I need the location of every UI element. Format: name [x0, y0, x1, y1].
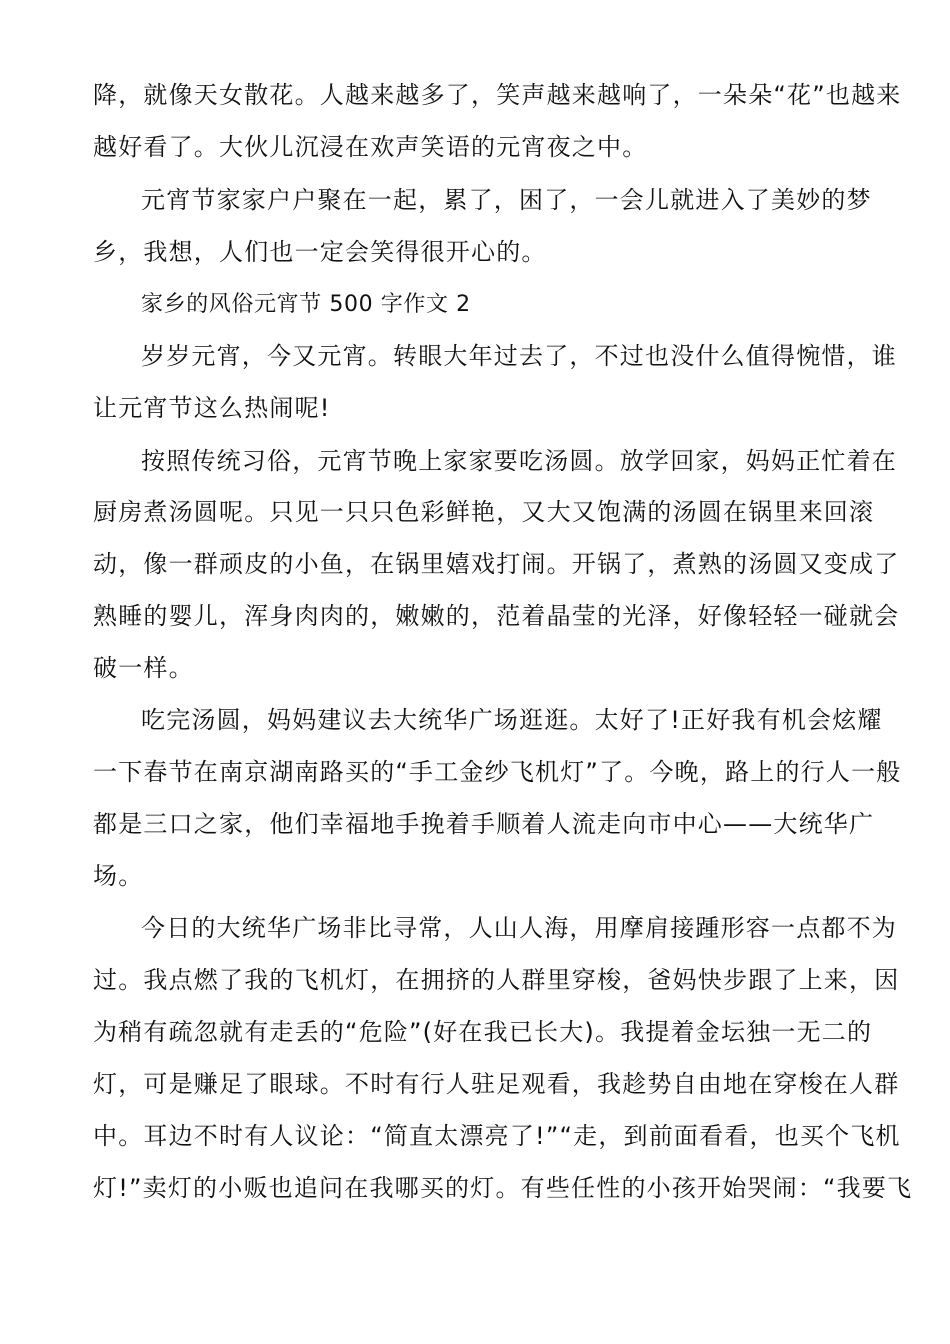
text-line: 动，像一群顽皮的小鱼，在锅里嬉戏打闹。开锅了，煮熟的汤圆又变成了	[93, 550, 900, 578]
text-line: 破一样。	[93, 654, 194, 682]
text-line: 一下春节在南京湖南路买的“手工金纱飞机灯”了。今晚，路上的行人一般	[93, 758, 902, 786]
text-line: 岁岁元宵，今又元宵。转眼大年过去了，不过也没什么值得惋惜，谁	[141, 342, 897, 370]
text-line: 熟睡的婴儿，浑身肉肉的，嫩嫩的，范着晶莹的光泽，好像轻轻一碰就会	[93, 602, 900, 630]
text-line: 元宵节家家户户聚在一起，累了，困了，一会儿就进入了美妙的梦	[141, 186, 872, 214]
text-line: 今日的大统华广场非比寻常，人山人海，用摩肩接踵形容一点都不为	[141, 914, 897, 942]
text-line: 灯，可是赚足了眼球。不时有行人驻足观看，我趁势自由地在穿梭在人群	[93, 1070, 900, 1098]
section-heading: 家乡的风俗元宵节 500 字作文 2	[141, 292, 471, 317]
text-line: 按照传统习俗，元宵节晚上家家要吃汤圆。放学回家，妈妈正忙着在	[141, 447, 897, 475]
text-line: 降，就像天女散花。人越来越多了，笑声越来越响了，一朵朵“花”也越来	[93, 81, 902, 109]
text-line: 过。我点燃了我的飞机灯，在拥挤的人群里穿梭，爸妈快步跟了上来，因	[93, 966, 900, 994]
text-line: 中。耳边不时有人议论：“简直太漂亮了!”“走，到前面看看，也买个飞机	[93, 1122, 901, 1150]
text-line: 为稍有疏忽就有走丢的“危险”(好在我已长大)。我提着金坛独一无二的	[93, 1018, 873, 1046]
text-line: 乡，我想，人们也一定会笑得很开心的。	[93, 238, 547, 266]
text-line: 让元宵节这么热闹呢!	[93, 394, 331, 422]
text-line: 场。	[93, 862, 144, 890]
text-line: 越好看了。大伙儿沉浸在欢声笑语的元宵夜之中。	[93, 133, 648, 161]
text-line: 吃完汤圆，妈妈建议去大统华广场逛逛。太好了!正好我有机会炫耀	[141, 706, 883, 734]
text-line: 灯!”卖灯的小贩也追问在我哪买的灯。有些任性的小孩开始哭闹：“我要飞	[93, 1174, 913, 1202]
text-line: 厨房煮汤圆呢。只见一只只色彩鲜艳，又大又饱满的汤圆在锅里来回滚	[93, 498, 875, 526]
text-line: 都是三口之家，他们幸福地手挽着手顺着人流走向市中心——大统华广	[93, 810, 875, 838]
